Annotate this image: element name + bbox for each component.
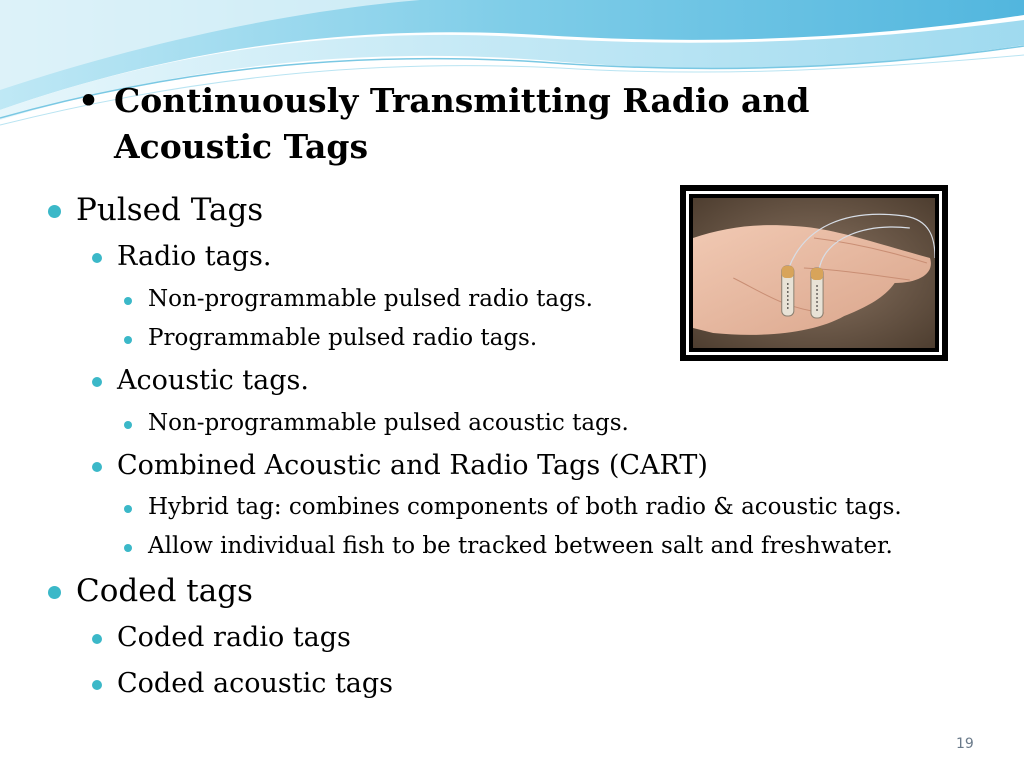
tags-in-hand-photo xyxy=(680,185,948,361)
bullet-cart-allow: Allow individual fish to be tracked between salt and freshwater. xyxy=(148,533,893,559)
bullet-coded-acoustic: Coded acoustic tags xyxy=(117,668,394,699)
page-number: 19 xyxy=(956,736,974,752)
bullet-dot xyxy=(92,680,102,690)
photo-border xyxy=(686,191,942,355)
bullet-dot xyxy=(48,205,61,218)
bullet-radio-tags: Radio tags. xyxy=(117,241,272,272)
bullet-radio-prog: Programmable pulsed radio tags. xyxy=(148,325,538,351)
title-line-1: Continuously Transmitting Radio and xyxy=(114,81,810,120)
slide-title xyxy=(78,78,838,170)
bullet-acoustic-nonprog: Non-programmable pulsed acoustic tags. xyxy=(148,410,629,436)
bullet-dot xyxy=(92,634,102,644)
bullet-dot xyxy=(124,544,132,552)
title-line-2: Acoustic Tags xyxy=(114,127,369,166)
bullet-pulsed-tags: Pulsed Tags xyxy=(76,192,264,228)
bullet-dot xyxy=(48,586,61,599)
bullet-dot xyxy=(92,462,102,472)
bullet-dot xyxy=(92,377,102,387)
bullet-coded-tags: Coded tags xyxy=(76,573,253,609)
title-bullet: • xyxy=(78,81,100,120)
bullet-dot xyxy=(92,253,102,263)
bullet-dot xyxy=(124,421,132,429)
bullet-coded-radio: Coded radio tags xyxy=(117,622,351,653)
bullet-radio-nonprog: Non-programmable pulsed radio tags. xyxy=(148,286,593,312)
bullet-cart-hybrid: Hybrid tag: combines components of both radio & acoustic tags. xyxy=(148,494,902,520)
bullet-cart: Combined Acoustic and Radio Tags (CART) xyxy=(117,450,708,481)
bullet-dot xyxy=(124,297,132,305)
hand-with-tags-image xyxy=(693,198,935,348)
bullet-dot xyxy=(124,505,132,513)
photo-image xyxy=(693,198,935,348)
bullet-acoustic-tags: Acoustic tags. xyxy=(117,365,309,396)
bullet-dot xyxy=(124,336,132,344)
